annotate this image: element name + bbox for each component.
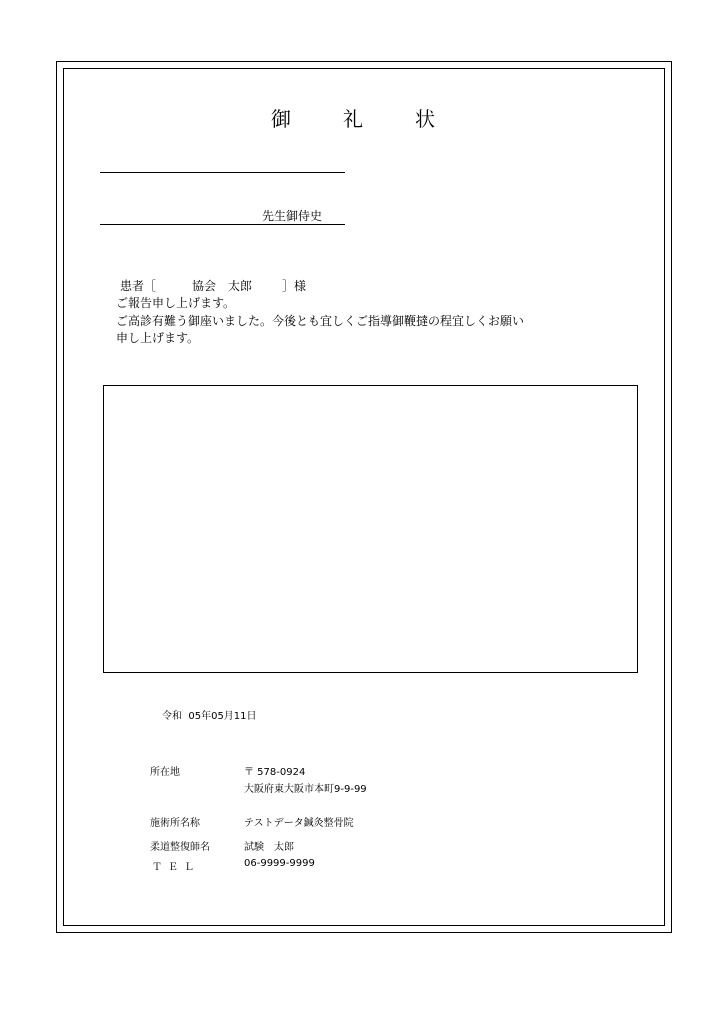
- tel-label: ＴＥＬ: [152, 862, 200, 873]
- patient-suffix: ］様: [282, 279, 307, 293]
- tel-value: 06-9999-9999: [244, 858, 315, 869]
- postal-code: 〒 578-0924: [244, 767, 306, 778]
- practitioner-label: 柔道整復師名: [150, 842, 210, 853]
- title-char-1: 御: [271, 107, 291, 131]
- addressee-suffix: 先生御侍史: [262, 209, 323, 223]
- recipient-name-line: [100, 172, 345, 173]
- body-line-2: ご高診有難う御座いました。今後とも宜しくご指導御鞭撻の程宜しくお願い: [116, 314, 525, 328]
- address-label: 所在地: [150, 767, 180, 778]
- date-era: 令和: [162, 711, 182, 722]
- patient-line: [120, 277, 306, 294]
- body-line-3: 申し上げます。: [116, 331, 200, 345]
- patient-name: 協会 太郎: [192, 279, 253, 293]
- date-line: [162, 707, 257, 722]
- patient-prefix: 患者［: [120, 279, 157, 293]
- facility-name: テストデータ鍼灸整骨院: [244, 818, 354, 829]
- recipient-doctor-line: [100, 224, 345, 225]
- address-value: 大阪府東大阪市本町9-9-99: [244, 784, 367, 795]
- practitioner-name: 試験 太郎: [244, 842, 294, 853]
- report-content-box: [103, 385, 638, 673]
- document-title: [270, 103, 436, 132]
- title-char-2: 礼: [343, 107, 363, 131]
- facility-label: 施術所名称: [150, 818, 200, 829]
- date-value: 05年05月11日: [188, 711, 257, 722]
- title-char-3: 状: [415, 107, 435, 131]
- body-line-1: ご報告申し上げます。: [116, 296, 236, 310]
